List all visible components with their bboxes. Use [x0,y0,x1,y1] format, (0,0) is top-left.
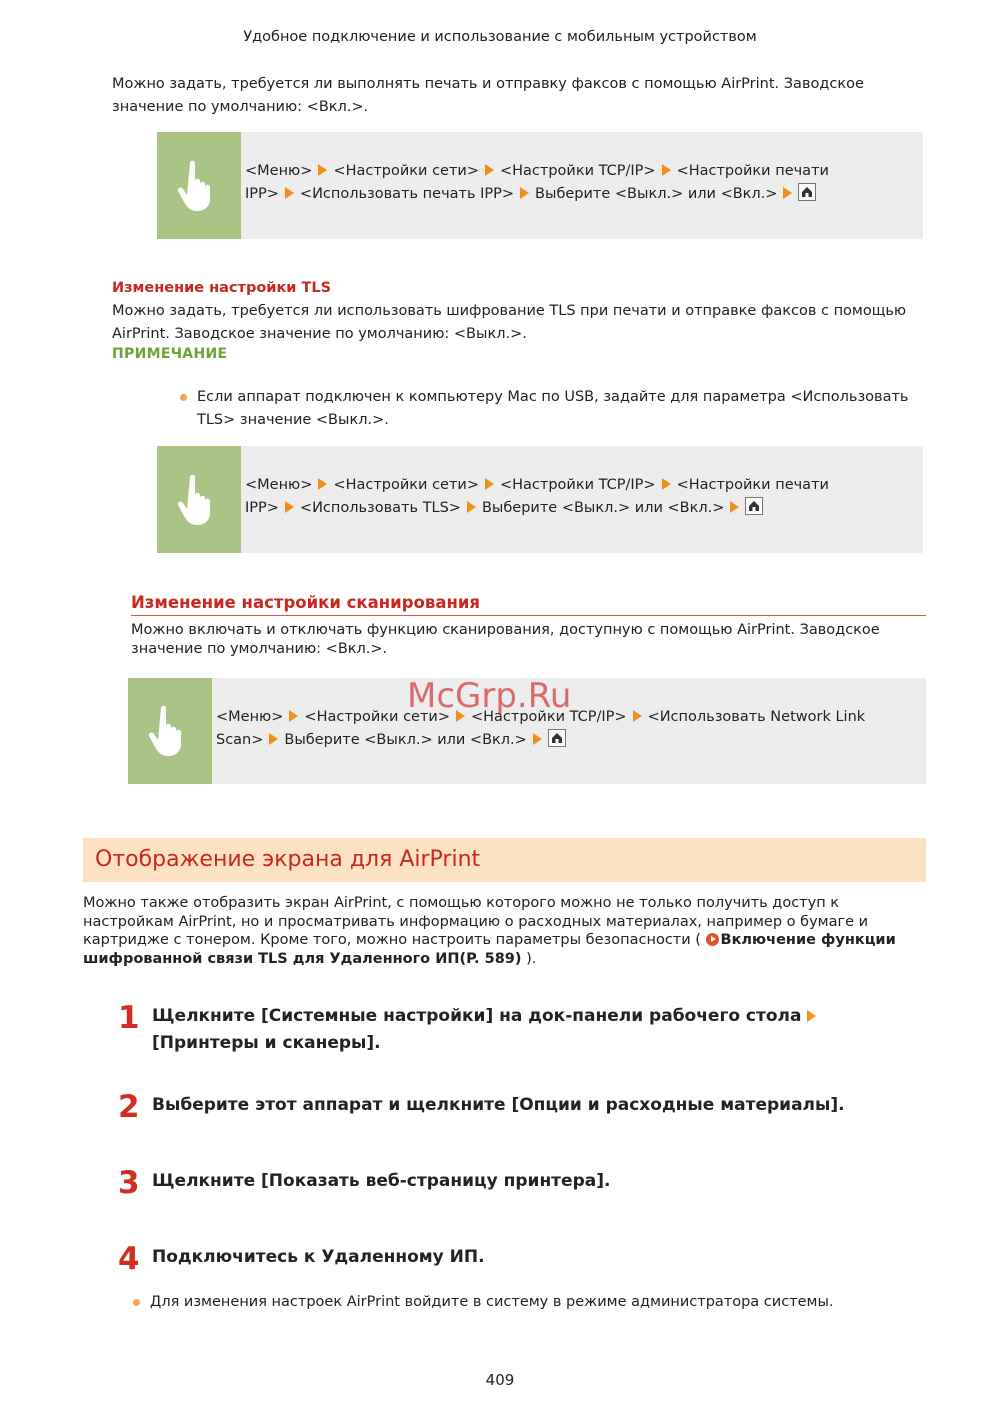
op-step: <Настройки сети> [304,709,450,725]
operation-box-airprint [157,132,923,239]
op-step: <Настройки печати [676,163,829,179]
arrow-right-icon [730,501,739,513]
bullet-icon [180,394,187,401]
arrow-right-icon [467,501,476,513]
note-bullet-text: Если аппарат подключен к компьютеру Mac по USB, задайте для параметра <Использовать TLS> значение <Выкл.>. [197,389,909,428]
op-step: <Использовать TLS> [299,500,461,516]
op-step: <Использовать Network Link [647,709,866,725]
op-step: Выберите <Выкл.> или <Вкл.> [481,500,725,516]
note-heading: ПРИМЕЧАНИЕ [112,346,228,362]
airprint-paragraph-end: ). [526,950,537,967]
step-text: Щелкните [Показать веб-страницу принтера]. [152,1171,611,1191]
op-step: <Использовать печать IPP> [299,186,515,202]
final-bullet-text: Для изменения настроек AirPrint войдите в систему в режиме администратора системы. [150,1294,834,1310]
op-step: <Меню> [245,163,313,179]
op-step: <Настройки TCP/IP> [499,477,656,493]
op-step: Выберите <Выкл.> или <Вкл.> [535,186,778,202]
intro-paragraph: Можно задать, требуется ли выполнять печать и отправку факсов с помощью AirPrint. Заводское значение по умолчанию: <Вкл.>. [112,76,864,115]
section-title-band [83,838,926,882]
hand-pointer-icon [157,446,241,553]
arrow-right-icon [269,733,278,745]
step-text [152,1003,927,1057]
arrow-right-icon [289,710,298,722]
arrow-right-icon [662,164,671,176]
op-step: Выберите <Выкл.> или <Вкл.> [284,732,527,748]
home-icon [745,497,763,515]
step-text-part: Щелкните [Системные настройки] на док-панели рабочего стола [152,1006,802,1026]
step-number: 3 [118,1165,140,1201]
op-step: <Настройки сети> [333,163,479,179]
step-number: 1 [118,1000,140,1036]
scan-paragraph: Можно включать и отключать функцию сканирования, доступную с помощью AirPrint. Заводское значение по умолчанию: <Вкл.>. [131,622,880,657]
op-step: IPP> [245,500,279,516]
home-icon [548,729,566,747]
step-text: Выберите этот аппарат и щелкните [Опции и расходные материалы]. [152,1095,845,1115]
op-step: <Меню> [245,477,313,493]
step-number: 4 [118,1241,140,1277]
arrow-right-icon [285,187,294,199]
tls-link[interactable]: Включение функции шифрованной связи TLS для Удаленного ИП(P. 589) [83,932,896,967]
page-header: Удобное подключение и использование с мобильным устройством [243,29,757,45]
watermark: McGrp.Ru [407,676,572,716]
airprint-paragraph [83,894,926,968]
tls-paragraph: Можно задать, требуется ли использовать шифрование TLS при печати и отправке факсов с помощью AirPrint. Заводское значение по умолчанию: <Выкл.>. [112,303,907,342]
operation-box-tls [157,446,923,553]
arrow-right-icon [485,164,494,176]
airprint-paragraph-text: Можно также отобразить экран AirPrint, с помощью которого можно не только получить доступ к настройкам AirPrint, но и просматривать информацию о расходных материалах, например о бумаге и картридже с тонером. Кроме того, можно настроить параметры безопасности ( [83,895,869,948]
arrow-right-icon [520,187,529,199]
step-text-part: [Принтеры и сканеры]. [152,1033,381,1053]
scan-heading: Изменение настройки сканирования [131,593,481,612]
op-step: <Настройки печати [676,477,829,493]
step-number: 2 [118,1089,140,1125]
hand-pointer-icon [157,132,241,239]
op-step: Scan> [216,732,264,748]
op-step: IPP> [245,186,279,202]
bullet-icon [133,1299,140,1306]
op-step: <Настройки TCP/IP> [470,709,627,725]
section-title: Отображение экрана для AirPrint [95,847,481,872]
step-text: Подключитесь к Удаленному ИП. [152,1247,485,1267]
section-divider [131,615,926,616]
arrow-right-icon [485,478,494,490]
op-step: <Настройки TCP/IP> [499,163,656,179]
arrow-right-icon [318,164,327,176]
arrow-right-icon [783,187,792,199]
tls-heading: Изменение настройки TLS [112,280,332,296]
home-icon [798,183,816,201]
arrow-right-icon [662,478,671,490]
hand-pointer-icon [128,678,212,784]
arrow-right-icon [633,710,642,722]
arrow-right-icon [533,733,542,745]
arrow-right-icon [285,501,294,513]
op-step: <Настройки сети> [333,477,479,493]
arrow-right-icon [318,478,327,490]
arrow-right-icon [807,1010,816,1022]
link-arrow-icon [706,933,719,946]
page-number: 409 [485,1371,515,1389]
op-step: <Меню> [216,709,284,725]
